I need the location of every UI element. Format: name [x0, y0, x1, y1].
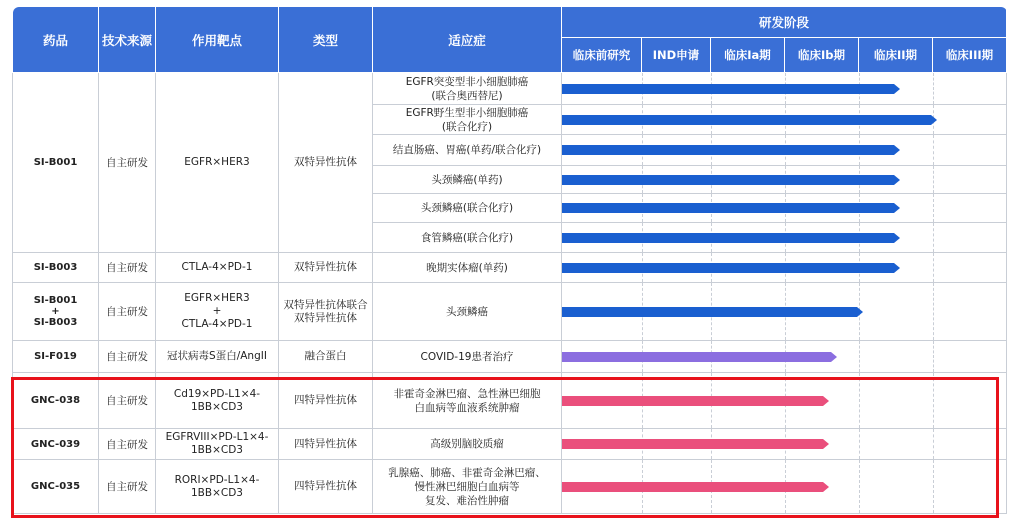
stage-header-3: 临床Ia期: [710, 38, 784, 72]
progress-bar: [562, 263, 900, 273]
stage-header-5: 临床II期: [858, 38, 932, 72]
text-line: 头颈鳞癌: [446, 305, 488, 318]
header-type: 类型: [279, 7, 373, 73]
table-row: [13, 283, 1007, 341]
stage-gridline: [933, 194, 934, 222]
progress-bar-body: [562, 352, 831, 362]
stage-gridline: [859, 341, 860, 372]
stage-gridline: [933, 73, 934, 104]
stage-gridline: [933, 429, 934, 459]
text-line: EGFR野生型非小细胞肺癌: [405, 106, 529, 119]
header-indication: 适应症: [373, 7, 562, 73]
text-line: 乳腺癌、肺癌、非霍奇金淋巴瘤、: [388, 466, 546, 479]
target-cell: [156, 373, 279, 429]
drug-cell: [13, 373, 99, 429]
text-line: +: [51, 306, 60, 317]
progress-bar-body: [562, 307, 857, 317]
text-line: 冠状病毒S蛋白/AngII: [167, 350, 267, 362]
table-row: [13, 73, 1007, 105]
text-line: 头颈鳞癌(单药): [431, 173, 503, 186]
stage-gridline: [933, 283, 934, 340]
target-cell: [156, 429, 279, 460]
text-line: (联合奥西替尼): [431, 89, 503, 102]
indication-cell: [373, 429, 562, 460]
type-cell: [279, 341, 373, 373]
stage-header-6: 临床III期: [932, 38, 1006, 72]
target-cell: [156, 73, 279, 253]
progress-bar-body: [562, 175, 894, 185]
progress-bar-body: [562, 145, 894, 155]
stage-header-2: IND申请: [641, 38, 710, 72]
progress-bar: [562, 439, 829, 449]
text-line: COVID-19患者治疗: [420, 350, 514, 363]
text-line: 双特异性抗体: [294, 261, 357, 273]
indication-cell: [373, 105, 562, 135]
indication-cell: [373, 373, 562, 429]
indication-cell: [373, 135, 562, 166]
text-line: SI-B001: [33, 295, 78, 306]
progress-bar-body: [562, 115, 931, 125]
progress-bar: [562, 482, 829, 492]
text-line: 四特异性抗体: [294, 480, 357, 492]
text-line: 双特异性抗体: [294, 156, 357, 168]
header-stage-group: 研发阶段: [562, 7, 1007, 38]
text-line: EGFR×HER3: [184, 156, 250, 168]
arrow-head-icon: [831, 352, 837, 362]
stage-header-1: 临床前研究: [572, 48, 631, 62]
header-target: 作用靶点: [156, 7, 279, 73]
arrow-head-icon: [823, 439, 829, 449]
stage-cell: [562, 105, 1007, 135]
text-line: 融合蛋白: [304, 350, 347, 362]
text-line: 四特异性抗体: [294, 394, 357, 406]
text-line: 结直肠癌、胃癌(单药/联合化疗): [392, 144, 542, 156]
type-cell: [279, 460, 373, 514]
stage-header-4: 临床Ib期: [784, 38, 858, 72]
progress-bar-body: [562, 482, 823, 492]
progress-bar: [562, 115, 937, 125]
progress-bar: [562, 233, 900, 243]
text-line: EGFR×HER3: [184, 292, 250, 304]
progress-bar: [562, 307, 863, 317]
drug-cell: [13, 283, 99, 341]
indication-cell: [373, 341, 562, 373]
type-cell: [279, 283, 373, 341]
progress-bar: [562, 175, 900, 185]
stage-gridline: [933, 166, 934, 193]
text-line: 白血病等血液系统肿瘤: [414, 401, 520, 414]
text-line: 非霍奇金淋巴瘤、急性淋巴细胞: [393, 387, 541, 400]
indication-cell: [373, 253, 562, 283]
text-line: EGFR突变型非小细胞肺癌: [405, 75, 529, 88]
source-cell: 自主研发: [99, 429, 156, 460]
text-line: CTLA-4×PD-1: [181, 261, 253, 273]
header-drug: 药品: [13, 7, 99, 73]
target-cell: [156, 253, 279, 283]
table-row: [13, 373, 1007, 429]
table-row: [13, 253, 1007, 283]
progress-bar: [562, 352, 837, 362]
text-line: SI-B003: [33, 317, 78, 328]
stage-gridline: [859, 429, 860, 459]
progress-bar-body: [562, 84, 894, 94]
stage-gridline: [933, 341, 934, 372]
stage-cell: [562, 135, 1007, 166]
table-row: [13, 341, 1007, 373]
stage-cell: [562, 73, 1007, 105]
text-line: +: [212, 305, 222, 317]
progress-bar: [562, 396, 829, 406]
text-line: CTLA-4×PD-1: [181, 318, 253, 330]
text-line: GNC-039: [30, 438, 81, 450]
indication-cell: [373, 166, 562, 194]
indication-cell: [373, 194, 562, 223]
drug-cell: [13, 341, 99, 373]
stage-cell: [562, 460, 1007, 514]
source-cell: 自主研发: [99, 283, 156, 341]
arrow-head-icon: [931, 115, 937, 125]
arrow-head-icon: [823, 396, 829, 406]
progress-bar: [562, 84, 900, 94]
text-line: GNC-035: [30, 481, 81, 492]
text-line: 双特异性抗体: [294, 311, 357, 324]
arrow-head-icon: [894, 203, 900, 213]
text-line: SI-F019: [34, 351, 77, 362]
arrow-head-icon: [894, 145, 900, 155]
target-cell: [156, 341, 279, 373]
drug-cell: [13, 460, 99, 514]
source-cell: 自主研发: [99, 253, 156, 283]
text-line: 晚期实体瘤(单药): [426, 261, 508, 274]
text-line: 复发、难治性肿瘤: [425, 494, 509, 507]
stage-gridline: [933, 135, 934, 165]
stage-cell: [562, 223, 1007, 253]
stage-gridline: [933, 460, 934, 513]
progress-bar-body: [562, 233, 894, 243]
progress-bar-body: [562, 263, 894, 273]
source-cell: 自主研发: [99, 73, 156, 253]
stage-cell: [562, 194, 1007, 223]
arrow-head-icon: [894, 233, 900, 243]
header-source: 技术来源: [99, 7, 156, 73]
text-line: (联合化疗): [441, 120, 493, 133]
progress-bar: [562, 145, 900, 155]
drug-cell: [13, 73, 99, 253]
text-line: 双特异性抗体联合: [283, 298, 368, 311]
target-cell: [156, 460, 279, 514]
stage-cell: [562, 373, 1007, 429]
table-row: [13, 460, 1007, 514]
stage-gridline: [859, 373, 860, 428]
drug-cell: [13, 253, 99, 283]
text-line: SI-B001: [33, 157, 78, 168]
arrow-head-icon: [823, 482, 829, 492]
indication-cell: [373, 73, 562, 105]
stage-cell: [562, 283, 1007, 341]
indication-cell: [373, 460, 562, 514]
text-line: 食管鳞癌(联合化疗): [420, 231, 514, 244]
text-line: RORI×PD-L1×4-1BB×CD3: [174, 473, 260, 499]
text-line: EGFRVIII×PD-L1×4-1BB×CD3: [165, 431, 269, 456]
arrow-head-icon: [894, 84, 900, 94]
progress-bar-body: [562, 203, 894, 213]
arrow-head-icon: [894, 175, 900, 185]
stage-gridline: [859, 460, 860, 513]
arrow-head-icon: [857, 307, 863, 317]
stage-gridline: [933, 253, 934, 282]
text-line: 高级别脑胶质瘤: [430, 438, 504, 450]
type-cell: [279, 253, 373, 283]
text-line: 慢性淋巴细胞白血病等: [414, 480, 520, 493]
stage-cell: [562, 253, 1007, 283]
text-line: GNC-038: [30, 395, 81, 406]
type-cell: [279, 373, 373, 429]
source-cell: 自主研发: [99, 460, 156, 514]
text-line: Cd19×PD-L1×4-1BB×CD3: [173, 387, 261, 413]
text-line: 头颈鳞癌(联合化疗): [420, 202, 514, 214]
table-row: [13, 429, 1007, 460]
stage-cell: [562, 341, 1007, 373]
text-line: 四特异性抗体: [294, 437, 357, 450]
target-cell: [156, 283, 279, 341]
progress-bar: [562, 203, 900, 213]
source-cell: 自主研发: [99, 373, 156, 429]
stage-gridline: [933, 373, 934, 428]
arrow-head-icon: [894, 263, 900, 273]
stage-gridline: [933, 223, 934, 252]
type-cell: [279, 429, 373, 460]
stage-cell: [562, 429, 1007, 460]
type-cell: [279, 73, 373, 253]
progress-bar-body: [562, 439, 823, 449]
indication-cell: [373, 223, 562, 253]
pipeline-table: [12, 6, 1007, 514]
stage-cell: [562, 166, 1007, 194]
header-stages: [562, 38, 1007, 73]
source-cell: 自主研发: [99, 341, 156, 373]
drug-cell: [13, 429, 99, 460]
progress-bar-body: [562, 396, 823, 406]
indication-cell: [373, 283, 562, 341]
text-line: SI-B003: [33, 262, 78, 273]
